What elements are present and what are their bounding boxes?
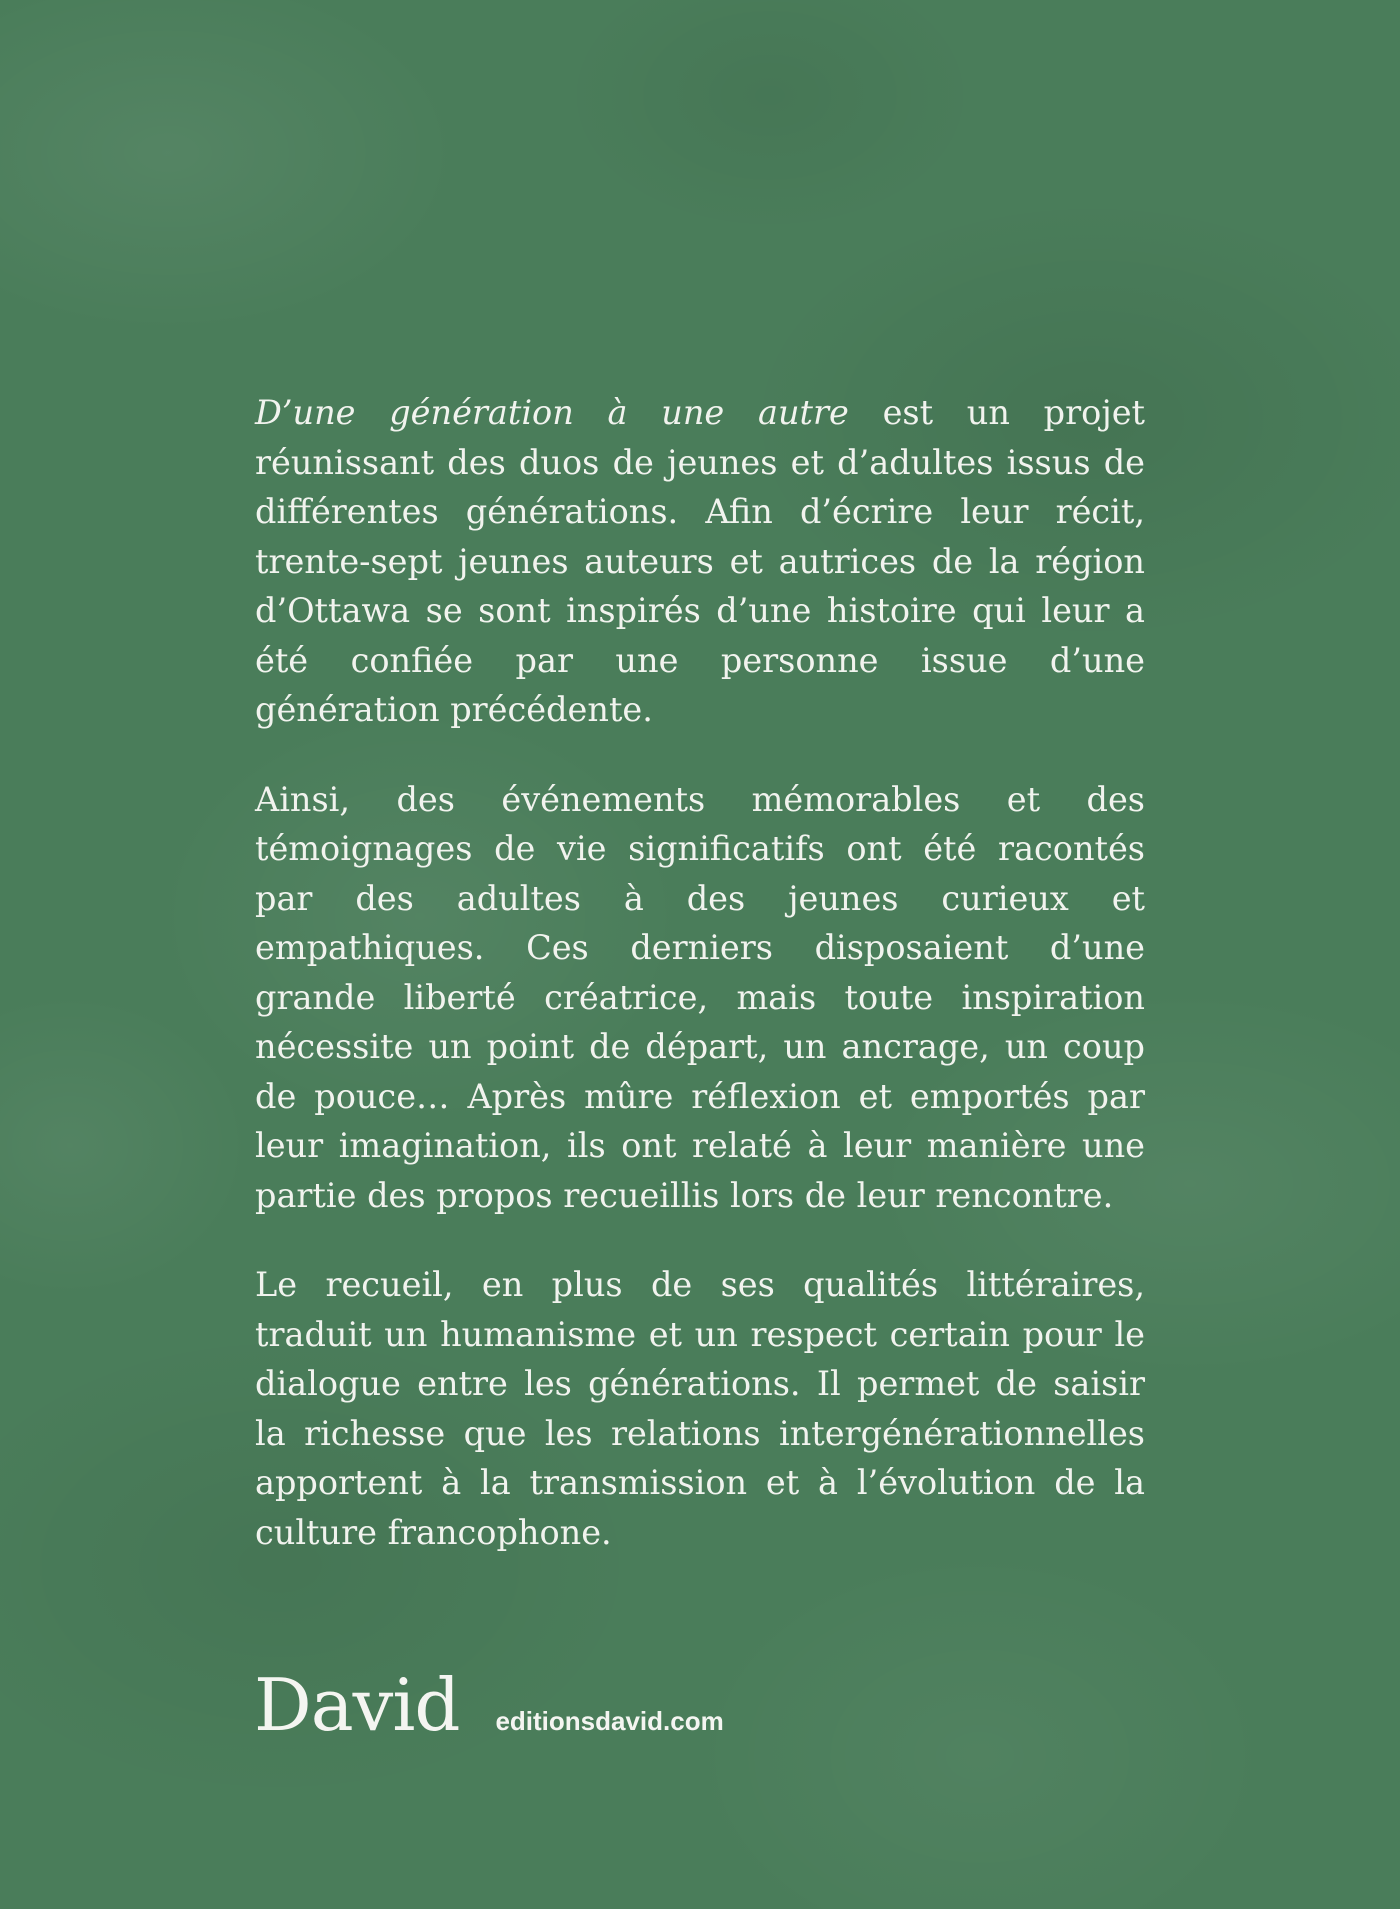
publisher-footer bbox=[254, 1660, 724, 1750]
publisher-website[interactable]: editionsdavid.com bbox=[495, 1706, 724, 1736]
book-title: D’une génération à une autre bbox=[255, 393, 849, 432]
blurb-paragraph-2: Ainsi, des événements mémorables et des témoignages de vie significatifs ont été racontés par des adultes à des jeunes curieux et empathiques. Ces derniers disposaient d’une grande liberté créatrice, mais toute inspiration nécessite un point de départ, un ancrage, un coup de pouce… Après mûre réflexion et emportés par leur imagination, ils ont relaté à leur manière une partie des propos recueillis lors de leur rencontre. bbox=[255, 779, 1145, 1215]
blurb-paragraph-3: Le recueil, en plus de ses qualités littéraires, traduit un humanisme et un respect certain pour le dialogue entre les générations. Il permet de saisir la richesse que les relations intergénérationnelles apportent à la transmission et à l’évolution de la culture francophone. bbox=[255, 1265, 1145, 1552]
blurb-paragraph-1 bbox=[255, 388, 1145, 735]
blurb-paragraph-1-text: est un projet réunissant des duos de jeunes et d’adultes issus de différentes générations. Afin d’écrire leur récit, trente-sept jeunes auteurs et autrices de la région d’Ottawa se sont inspirés d’une histoire qui leur a été confiée par une personne issue d’une génération précédente. bbox=[255, 393, 1145, 729]
publisher-logo: David bbox=[254, 1663, 460, 1747]
blurb-text bbox=[255, 388, 1145, 1557]
